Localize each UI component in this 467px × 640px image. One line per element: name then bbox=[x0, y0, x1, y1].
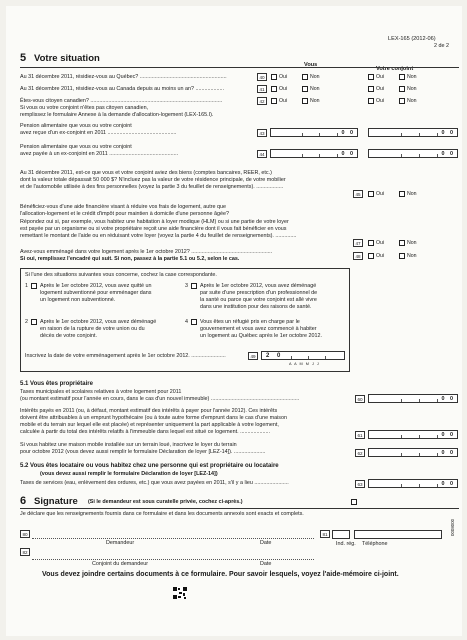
row-41-text: Au 31 décembre 2011, résidiez-vous au Canada depuis au moins un an? ................... bbox=[20, 86, 224, 92]
digit-separator bbox=[401, 453, 402, 456]
line-45-number: 45 bbox=[353, 190, 363, 198]
spouse-41-non-label: Non bbox=[407, 86, 417, 92]
line-48-number: 48 bbox=[353, 252, 363, 260]
form-page bbox=[6, 6, 462, 636]
you-42-oui-checkbox[interactable] bbox=[271, 98, 277, 104]
page-of: 2 de 2 bbox=[434, 43, 449, 49]
conjoint-signature-line[interactable] bbox=[32, 559, 314, 560]
aide-text-4: est payée par un organisme ou si votre propriétaire reçoit une aide financière dont il vous fait bénéficier en vous bbox=[20, 226, 287, 232]
telephone-label: Téléphone bbox=[362, 541, 388, 547]
col-header-spouse: Votre conjoint bbox=[376, 66, 414, 72]
cents-label: 0 0 bbox=[441, 450, 455, 456]
spouse-42-oui-label: Oui bbox=[376, 98, 385, 104]
line-63-number: 63 bbox=[355, 480, 365, 488]
spouse-43-amount-field[interactable] bbox=[368, 128, 458, 137]
you-42-non-label: Non bbox=[310, 98, 320, 104]
spouse-41-non-checkbox[interactable] bbox=[399, 86, 405, 92]
demenage-text-2: Si oui, remplissez l'encadré qui suit. Si non, passez à la partie 5.1 ou 5.2, selon le cas. bbox=[20, 256, 240, 262]
form-code: LEX-165 (2012-06) bbox=[388, 36, 436, 42]
line-82-number: 82 bbox=[20, 548, 30, 556]
opt-3-line-3: la santé ou parce que votre conjoint est allé vivre bbox=[200, 297, 317, 303]
line-62-number: 62 bbox=[355, 449, 365, 457]
digit-separator bbox=[419, 133, 420, 136]
aide-text-1: Bénéficiez-vous d'une aide financière visant à réduire vos frais de logement, autre que bbox=[20, 204, 226, 210]
aide-oui-checkbox[interactable] bbox=[368, 240, 374, 246]
digit-separator bbox=[419, 435, 420, 438]
line-61-amount-field[interactable] bbox=[368, 430, 458, 439]
s52-title: 5.2 Vous êtes locataire ou vous habitez chez une personne qui est propriétaire ou locataire bbox=[20, 463, 279, 469]
conjoint-label: Conjoint du demandeur bbox=[92, 561, 149, 567]
opt-2-checkbox[interactable] bbox=[31, 319, 37, 325]
digit-separator bbox=[337, 154, 338, 157]
spouse-40-non-label: Non bbox=[407, 74, 417, 80]
digit-separator bbox=[401, 133, 402, 136]
date-label: Date bbox=[260, 540, 272, 546]
ind-reg-label: Ind. rég. bbox=[336, 541, 356, 547]
cents-label: 0 0 bbox=[441, 396, 455, 402]
opt-3-checkbox[interactable] bbox=[191, 283, 197, 289]
demenage-text-1: Avez-vous emménagé dans votre logement après le 1er octobre 2012? ...................................................... bbox=[20, 249, 273, 255]
opt-4-number: 4 bbox=[185, 319, 188, 325]
line-80-number: 80 bbox=[20, 530, 30, 538]
cents-label: 0 0 bbox=[441, 481, 455, 487]
you-44-amount-field[interactable] bbox=[270, 149, 358, 158]
digit-separator bbox=[419, 453, 420, 456]
year-prefix: 2 0 bbox=[266, 353, 284, 359]
opt-4-line-3: un logement au Québec après le 1er octobre 2012. bbox=[200, 333, 322, 339]
digit-separator bbox=[302, 154, 303, 157]
digit-separator bbox=[401, 435, 402, 438]
s51-taxes-1: Taxes municipales et scolaires relatives à votre logement pour 2011 bbox=[20, 389, 182, 395]
cents-label: 0 0 bbox=[341, 151, 355, 157]
line-44-number: 44 bbox=[257, 150, 267, 158]
digit-separator bbox=[437, 133, 438, 136]
section-5-number: 5 bbox=[20, 52, 27, 64]
opt-4-line-2: gouvernement et vous avez commencé à habiter bbox=[200, 326, 317, 332]
digit-separator bbox=[325, 356, 326, 359]
s51-mobile-1: Si vous habitez une maison mobile installée sur un terrain loué, inscrivez le loyer du terrain bbox=[20, 442, 237, 448]
biens-non-checkbox[interactable] bbox=[399, 191, 405, 197]
spouse-42-non-checkbox[interactable] bbox=[399, 98, 405, 104]
cents-label: 0 0 bbox=[441, 151, 455, 157]
digit-separator bbox=[437, 453, 438, 456]
digit-separator bbox=[291, 356, 292, 359]
pension-recue-2: avez reçue d'un ex-conjoint en 2011 .............................................. bbox=[20, 130, 177, 136]
spouse-40-oui-checkbox[interactable] bbox=[368, 74, 374, 80]
row-42-text: Êtes-vous citoyen canadien? ........................................................................................ bbox=[20, 98, 223, 104]
line-43-number: 43 bbox=[257, 129, 267, 137]
s52-subtitle: (vous devez aussi remplir le formulaire Déclaration de loyer [LEZ-14]) bbox=[40, 471, 218, 477]
pension-payee-1: Pension alimentaire que vous ou votre conjoint bbox=[20, 144, 132, 150]
you-40-oui-checkbox[interactable] bbox=[271, 74, 277, 80]
aide-text-5: remettant le montant de l'aide ou en réduisant votre loyer (voyez la partie 4 du feuillet de renseignements). .............. bbox=[20, 233, 297, 239]
opt-3-line-1: Après le 1er octobre 2012, vous avez déménagé bbox=[200, 283, 317, 289]
demenage-non-label: Non bbox=[407, 253, 417, 259]
aide-non-checkbox[interactable] bbox=[399, 240, 405, 246]
section-6-rule bbox=[20, 508, 459, 509]
section-5-rule bbox=[20, 67, 459, 68]
s51-interets-3: mobile et du terrain sur lequel elle est placée) et représenter uniquement la part applicable à votre logement, bbox=[20, 422, 279, 428]
biens-text-1: Au 31 décembre 2011, est-ce que vous et votre conjoint aviez des biens (comptes bancaires, REER, etc.) bbox=[20, 170, 272, 176]
you-41-non-checkbox[interactable] bbox=[302, 86, 308, 92]
col-header-you: Vous bbox=[304, 62, 318, 68]
section-6-number: 6 bbox=[20, 495, 27, 507]
s52-taxes: Taxes de services (eau, enlèvement des ordures, etc.) que vous avez payées en 2011, s'il y a lieu ....................... bbox=[20, 480, 289, 486]
digit-separator bbox=[419, 399, 420, 402]
date-caption: A A M M J J bbox=[289, 362, 320, 366]
opt-1-line-3: un logement non subventionné. bbox=[40, 297, 116, 303]
side-code: 0008000 bbox=[450, 518, 455, 536]
declaration-text: Je déclare que les renseignements fournis dans ce formulaire et dans les documents annexés sont exacts et complets. bbox=[20, 511, 304, 517]
area-code-field[interactable] bbox=[332, 530, 350, 539]
s51-mobile-2: pour octobre 2012 (vous devez aussi remplir le formulaire Déclaration de loyer [LEZ-14]). ..................... bbox=[20, 449, 266, 455]
pension-payee-2: avez payée à un ex-conjoint en 2011 .............................................. bbox=[20, 151, 179, 157]
biens-text-3: et de l'automobile utilisée à des fins personnelles (voyez la partie 3 du feuillet de renseignements). .................. bbox=[20, 184, 284, 190]
spouse-42-non-label: Non bbox=[407, 98, 417, 104]
opt-2-number: 2 bbox=[25, 319, 28, 325]
digit-separator bbox=[302, 133, 303, 136]
spouse-44-amount-field[interactable] bbox=[368, 149, 458, 158]
demenage-oui-label: Oui bbox=[376, 253, 385, 259]
line-41-number: 41 bbox=[257, 85, 267, 93]
cents-label: 0 0 bbox=[341, 130, 355, 136]
cents-label: 0 0 bbox=[441, 432, 455, 438]
demenage-oui-checkbox[interactable] bbox=[368, 253, 374, 259]
opt-1-number: 1 bbox=[25, 283, 28, 289]
situations-intro: Si l'une des situations suivantes vous concerne, cochez la case correspondante. bbox=[25, 272, 217, 278]
line-49-number: 49 bbox=[248, 352, 258, 360]
you-40-non-checkbox[interactable] bbox=[302, 74, 308, 80]
digit-separator bbox=[437, 399, 438, 402]
move-date-field[interactable] bbox=[261, 351, 345, 360]
spouse-41-oui-checkbox[interactable] bbox=[368, 86, 374, 92]
digit-separator bbox=[437, 154, 438, 157]
line-60-amount-field[interactable] bbox=[368, 394, 458, 403]
curatelle-checkbox[interactable] bbox=[351, 499, 357, 505]
opt-4-checkbox[interactable] bbox=[191, 319, 197, 325]
opt-1-checkbox[interactable] bbox=[31, 283, 37, 289]
you-43-amount-field[interactable] bbox=[270, 128, 358, 137]
spouse-41-oui-label: Oui bbox=[376, 86, 385, 92]
digit-separator bbox=[401, 154, 402, 157]
you-42-non-checkbox[interactable] bbox=[302, 98, 308, 104]
you-42-oui-label: Oui bbox=[279, 98, 288, 104]
opt-3-line-2: par suite d'une prescription d'un professionnel de bbox=[200, 290, 318, 296]
biens-non-label: Non bbox=[407, 191, 417, 197]
date-label-2: Date bbox=[260, 561, 272, 567]
digit-separator bbox=[319, 133, 320, 136]
line-42-number: 42 bbox=[257, 97, 267, 105]
s51-interets-4: calculée à partir du total des intérêts relatifs à l'immeuble dans lequel est situé ce logement. .................... bbox=[20, 429, 271, 435]
line-60-number: 60 bbox=[355, 395, 365, 403]
digit-separator bbox=[437, 484, 438, 487]
section-6-title: Signature bbox=[34, 496, 78, 507]
cents-label: 0 0 bbox=[441, 130, 455, 136]
biens-oui-label: Oui bbox=[376, 191, 385, 197]
spouse-40-non-checkbox[interactable] bbox=[399, 74, 405, 80]
digit-separator bbox=[401, 484, 402, 487]
line-61-number: 61 bbox=[355, 431, 365, 439]
row-40-text: Au 31 décembre 2011, résidiez-vous au Québec? .......................................................... bbox=[20, 74, 227, 80]
aide-text-2: l'allocation-logement et le crédit d'impôt pour maintien à domicile d'une personne âgée? bbox=[20, 211, 229, 217]
you-40-non-label: Non bbox=[310, 74, 320, 80]
section-5-title: Votre situation bbox=[34, 53, 100, 64]
line-81-number: 81 bbox=[320, 530, 330, 538]
footer-note: Vous devez joindre certains documents à ce formulaire. Pour savoir lesquels, voyez l'aide-mémoire ci-joint. bbox=[42, 571, 399, 578]
you-40-oui-label: Oui bbox=[279, 74, 288, 80]
digit-separator bbox=[337, 133, 338, 136]
demandeur-signature-line[interactable] bbox=[32, 538, 314, 539]
demenage-non-checkbox[interactable] bbox=[399, 253, 405, 259]
you-41-oui-label: Oui bbox=[279, 86, 288, 92]
citizen-note-1: Si vous ou votre conjoint n'êtes pas citoyen canadien, bbox=[20, 105, 149, 111]
opt-2-line-3: décès de votre conjoint. bbox=[40, 333, 97, 339]
opt-1-line-1: Après le 1er octobre 2012, vous avez quitté un bbox=[40, 283, 152, 289]
s51-interets-2: doivent être attribuables à un emprunt hypothécaire (ou à toute autre forme d'emprunt dans le cas d'une maison bbox=[20, 415, 287, 421]
spouse-40-oui-label: Oui bbox=[376, 74, 385, 80]
opt-4-line-1: Vous êtes un réfugié pris en charge par le bbox=[200, 319, 300, 325]
opt-1-line-2: logement subventionné pour emménager dans bbox=[40, 290, 152, 296]
digit-separator bbox=[419, 484, 420, 487]
line-47-number: 47 bbox=[353, 239, 363, 247]
digit-separator bbox=[401, 399, 402, 402]
spouse-42-oui-checkbox[interactable] bbox=[368, 98, 374, 104]
citizen-note-2: remplissez le formulaire Annexe à la demande d'allocation-logement (LEX-165.I). bbox=[20, 112, 214, 118]
opt-2-line-1: Après le 1er octobre 2012, vous avez déménagé bbox=[40, 319, 157, 325]
s51-interets-1: Intérêts payés en 2011 (ou, à défaut, montant estimatif des intérêts à payer pour l'année 2012). Ces intérêts bbox=[20, 408, 278, 414]
section-6-subtitle: (Si le demandeur est sous curatelle privée, cochez ci-après.) bbox=[88, 499, 243, 505]
aide-oui-label: Oui bbox=[376, 240, 385, 246]
opt-3-line-4: dans une institution pour des raisons de santé. bbox=[200, 304, 312, 310]
qr-code-icon bbox=[173, 586, 187, 598]
digit-separator bbox=[319, 154, 320, 157]
s51-taxes-2: (ou montant estimatif pour l'année en cours, dans le cas d'un nouvel immeuble) ........................................................... bbox=[20, 396, 300, 402]
line-40-number: 40 bbox=[257, 73, 267, 81]
pension-recue-1: Pension alimentaire que vous ou votre conjoint bbox=[20, 123, 132, 129]
biens-text-2: dont la valeur totale dépassait 50 000 $? N'incluez pas la valeur de votre résidence principale, de votre mobilier bbox=[20, 177, 286, 183]
you-41-oui-checkbox[interactable] bbox=[271, 86, 277, 92]
digit-separator bbox=[419, 154, 420, 157]
you-41-non-label: Non bbox=[310, 86, 320, 92]
date-move-label: Inscrivez la date de votre emménagement après le 1er octobre 2012. ....................... bbox=[25, 353, 226, 359]
biens-oui-checkbox[interactable] bbox=[368, 191, 374, 197]
line-63-amount-field[interactable] bbox=[368, 479, 458, 488]
digit-separator bbox=[308, 356, 309, 359]
opt-2-line-2: en raison de la rupture de votre union ou du bbox=[40, 326, 145, 332]
opt-3-number: 3 bbox=[185, 283, 188, 289]
aide-text-3: Répondez oui si, par exemple, vous habitez une habitation à loyer modique (HLM) ou si une partie de votre loyer bbox=[20, 219, 289, 225]
telephone-field[interactable] bbox=[354, 530, 442, 539]
s51-title: 5.1 Vous êtes propriétaire bbox=[20, 381, 93, 387]
digit-separator bbox=[437, 435, 438, 438]
line-62-amount-field[interactable] bbox=[368, 448, 458, 457]
demandeur-label: Demandeur bbox=[106, 540, 135, 546]
aide-non-label: Non bbox=[407, 240, 417, 246]
